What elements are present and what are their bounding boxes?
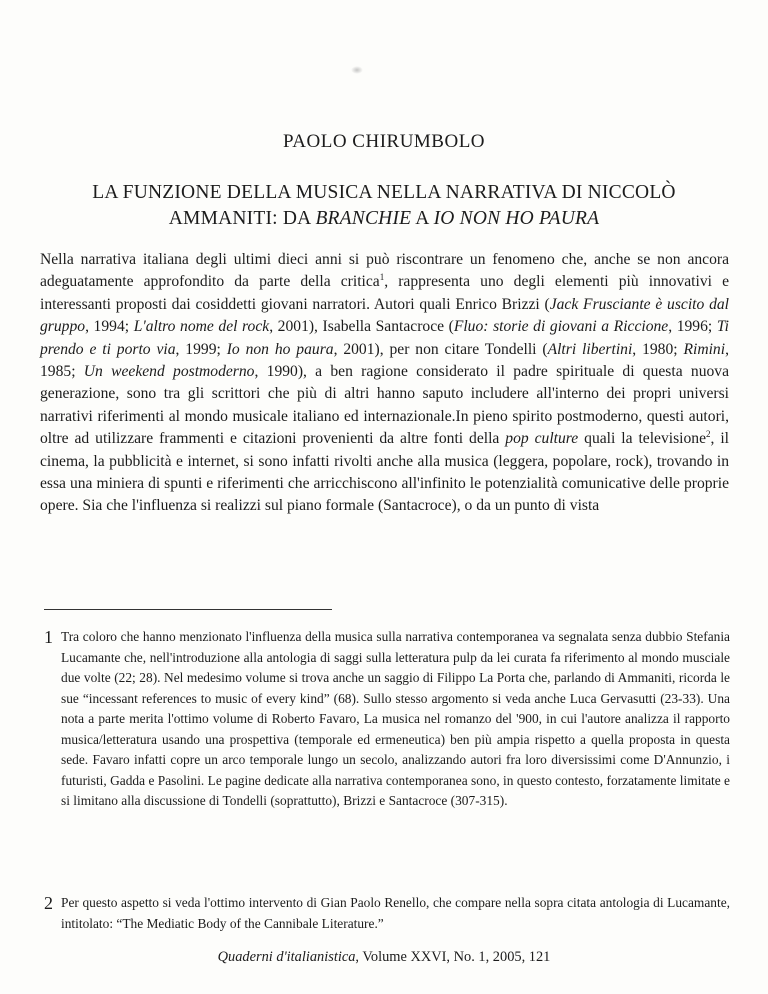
book-title: Rimini [683, 340, 726, 358]
text-run: Nella narrativa italiana degli ultimi dieci anni si può riscontrare un fenomeno che, anche se non ancora adeguatamente approfondito da parte della critica [40, 251, 729, 291]
page-footer [0, 947, 768, 967]
text-run: , 1980; [632, 340, 684, 358]
paragraph [40, 249, 729, 518]
ink-smudge [351, 66, 363, 74]
footnote-text: Per questo aspetto si veda l'ottimo intervento di Gian Paolo Renello, che compare nella sopra citata antologia di Lucamante, intitolato: “The Mediatic Body of the Cannibale Literature.” [61, 895, 730, 931]
text-run: , rappresenta uno degli elementi più innovativi e interessanti proposti dai cosiddetti giovani narratori. Autori quali Enrico Brizzi ( [40, 273, 729, 313]
book-title: Jack Frusciante è uscito dal gruppo [40, 295, 729, 336]
journal-name: Quaderni d'italianistica [217, 949, 356, 965]
book-title: L'altro nome del rock [133, 318, 270, 336]
title-work-branchie: BRANCHIE [315, 208, 412, 229]
footnote-ref-2[interactable]: 2 [706, 429, 711, 440]
book-title: Un weekend postmoderno [83, 363, 255, 381]
term-italic: pop culture [505, 430, 579, 448]
author-name: PAOLO CHIRUMBOLO [282, 131, 486, 152]
book-title: Ti prendo e ti porto via [40, 318, 729, 358]
text-run: , 2001), per non citare Tondelli ( [333, 340, 548, 358]
footnote-2 [44, 893, 730, 934]
footnote-number: 2 [44, 893, 53, 913]
footnote-divider [44, 609, 332, 610]
text-run: quali la televisione [578, 430, 706, 448]
body-text [40, 249, 729, 518]
title-work-io-non-ho-paura: IO NON HO PAURA [433, 208, 600, 229]
text-run: , 1994; [85, 318, 134, 336]
footnote-ref-1[interactable]: 1 [379, 272, 385, 283]
book-title: Fluo: storie di giovani a Riccione [453, 318, 669, 336]
footnote-1 [44, 627, 730, 812]
text-run: , 1996; [668, 318, 717, 336]
text-run: , il cinema, la pubblicità e internet, si sono infatti rivolti anche alla musica (leggera, popolare, rock), trovando in essa una miniera di spunti e riferimenti che arricchiscono all'infinito le potenzialità comunicative delle proprie opere. Sia che l'influenza si realizzi sul piano formale (Santacroce), o da un punto di vista [40, 430, 729, 515]
book-title: Io non ho paura [226, 340, 334, 358]
text-run: , 1985; [40, 340, 729, 381]
text-run: , 2001), Isabella Santacroce ( [269, 318, 454, 336]
footnote-text: Tra coloro che hanno menzionato l'influenza della musica sulla narrativa contemporanea va segnalata senza dubbio Stefania Lucamante che, nell'introduzione alla antologia di saggi sulla letteratura pulp da lei curata fa riferimento al mondo musciale due volte (22; 28). Nel medesimo volume si trova anche un saggio di Filippo La Porta che, parlando di Ammaniti, ricorda le sue “incessant references to music of every kind” (68). Sullo stesso argomento si veda anche Luca Gervasutti (23-33). Una nota a parte merita l'ottimo volume di Roberto Favaro, La musica nel romanzo del '900, in cui l'autore analizza il rapporto musica/letteratura usando una prospettiva (temporale ed ermeneutica) ben più ampia rispetto a quella proposta in questa sede. Favaro infatti copre un arco temporale lungo un secolo, analizzando autori fra loro diversissimi come D'Annunzio, i futuristi, Gadda e Pasolini. Le pagine dedicate alla narrativa contemporanea sono, in questo contesto, forzatamente limitate e si limitano alla discussione di Tondelli (soprattutto), Brizzi e Santacroce (307-315). [61, 629, 730, 808]
text-run: , 1999; [175, 340, 227, 358]
footnote-number: 1 [44, 627, 53, 647]
citation-info: , Volume XXVI, No. 1, 2005, 121 [355, 949, 551, 965]
title-text: LA FUNZIONE DELLA MUSICA NELLA NARRATIVA DI NICCOLÒ AMMANITI: DA [92, 182, 676, 229]
title-connector: A [411, 208, 434, 229]
text-run: , 1990), a ben ragione considerato il padre spirituale di questa nuova generazione, sono tra gli scrittori che più di altri hanno saputo includere all'interno dei propri universi narrativi riferimenti al mondo musicale italiano ed internazionale.In pieno spirito postmoderno, questi autori, oltre ad utilizzare frammenti e citazioni provenienti da altre fonti della [40, 363, 730, 448]
article-title [40, 180, 728, 232]
book-title: Altri libertini [547, 340, 633, 358]
